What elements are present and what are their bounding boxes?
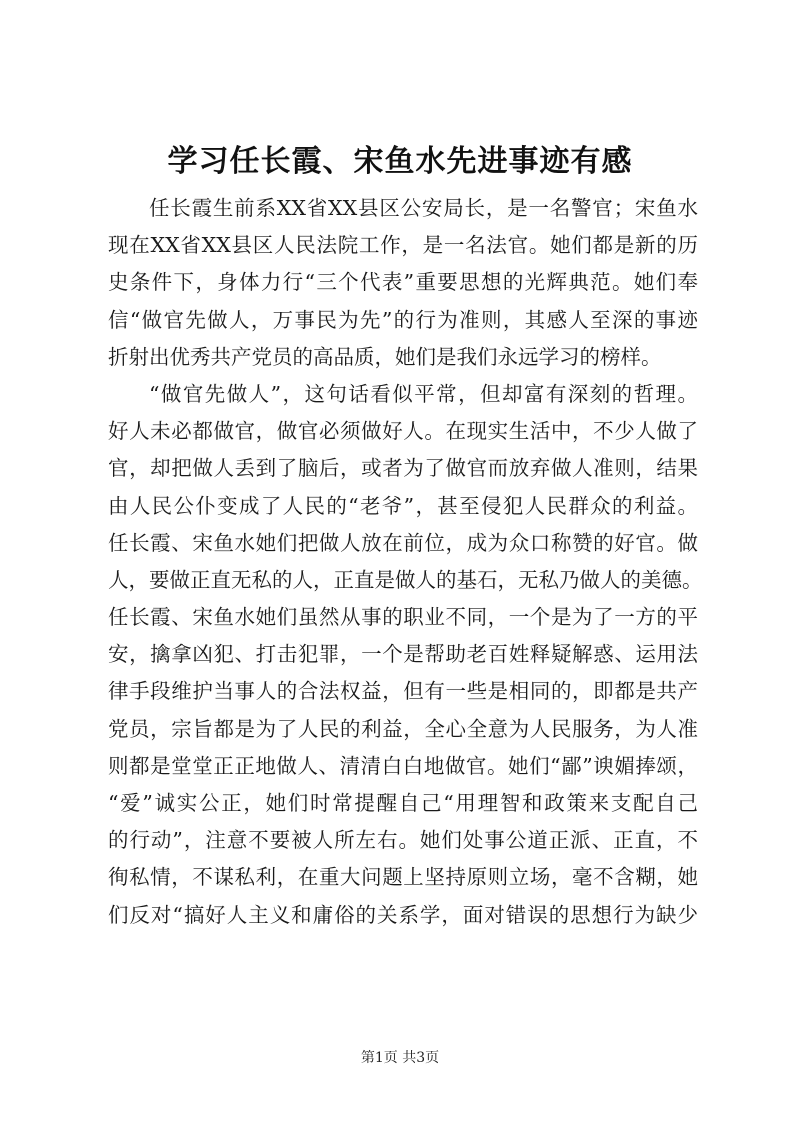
paragraph-line: 任长霞生前系XX省XX县区公安局长，是一名警官；宋鱼水	[149, 196, 698, 220]
paragraph-line: 任长霞、宋鱼水她们把做人放在前位，成为众口称赞的好官。做	[108, 530, 698, 555]
paragraph-line: 安，擒拿凶犯、打击犯罪，一个是帮助老百姓释疑解惑、运用法	[108, 642, 698, 667]
paragraph-line: 好人未必都做官，做官必须做好人。在现实生活中，不少人做了	[108, 419, 698, 444]
paragraph-line: 任长霞、宋鱼水她们虽然从事的职业不同，一个是为了一方的平	[108, 605, 698, 630]
paragraph-line: 的行动”，注意不要被人所左右。她们处事公道正派、正直，不	[108, 828, 698, 853]
paragraph-line: 人，要做正直无私的人，正直是做人的基石，无私乃做人的美德。	[108, 567, 703, 592]
paragraph-line: 现在XX省XX县区人民法院工作，是一名法官。她们都是新的历	[108, 233, 698, 258]
page-footer: 第1页 共3页	[360, 1050, 440, 1066]
paragraph-line: 史条件下，身体力行“三个代表”重要思想的光辉典范。她们奉	[108, 270, 698, 295]
paragraph-line: “爱”诚实公正，她们时常提醒自己“用理智和政策来支配自己	[108, 791, 698, 815]
paragraph-line: 由人民公仆变成了人民的“老爷”，甚至侵犯人民群众的利益。	[108, 493, 698, 518]
paragraph-line: 们反对“搞好人主义和庸俗的关系学，面对错误的思想行为缺少	[108, 902, 698, 927]
document-title: 学习任长霞、宋鱼水先进事迹有感	[167, 144, 633, 179]
paragraph-line: 则都是堂堂正正地做人、清清白白地做官。她们“鄙”谀媚捧颂，	[108, 753, 698, 778]
paragraph-line: 律手段维护当事人的合法权益，但有一些是相同的，即都是共产	[108, 679, 698, 704]
paragraph-line: 信“做官先做人，万事民为先”的行为准则，其感人至深的事迹	[108, 307, 698, 332]
paragraph-line: 徇私情，不谋私利，在重大问题上坚持原则立场，毫不含糊，她	[108, 865, 698, 890]
paragraph-line: 官，却把做人丢到了脑后，或者为了做官而放弃做人准则，结果	[108, 456, 698, 481]
document-body	[108, 190, 703, 934]
paragraph-line: “做官先做人”，这句话看似平常，但却富有深刻的哲理。	[149, 381, 698, 406]
paragraph-line: 党员，宗旨都是为了人民的利益，全心全意为人民服务，为人准	[108, 716, 698, 741]
paragraph-line: 折射出优秀共产党员的高品质，她们是我们永远学习的榜样。	[108, 344, 662, 369]
